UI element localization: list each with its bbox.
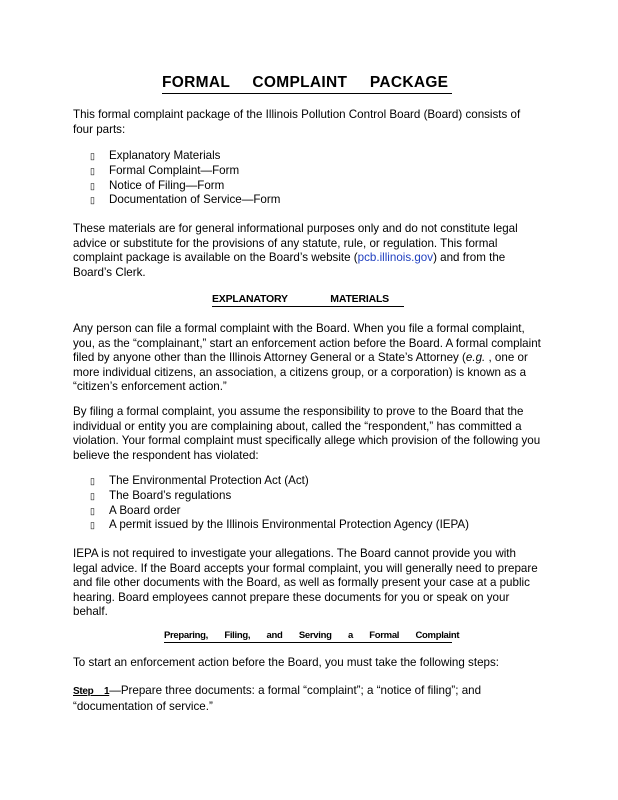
step-1-paragraph: Step 1—Prepare three documents: a formal “complaint”; a “notice of filing”; and “documentation of service.” <box>73 684 482 713</box>
list-item: ▯ The Board’s regulations <box>90 488 232 502</box>
list-item: ▯ The Environmental Protection Act (Act) <box>90 474 309 487</box>
section-heading-preparing: Preparing, Filing, and Serving a Formal Complaint <box>164 630 460 641</box>
parts-list <box>90 149 280 208</box>
bullet-icon: ▯ <box>90 505 95 516</box>
list-item: ▯ A Board order <box>90 503 181 517</box>
bullet-icon: ▯ <box>90 490 95 501</box>
materials-note-paragraph: These materials are for general informational purposes only and do not constitute legal advice or substitute for the provisions of any statute, rule, or regulation. This formal complaint package is available on the Board’s website (pcb.illinois.gov) and from the Board’s Clerk. <box>73 222 518 279</box>
bullet-icon: ▯ <box>90 195 95 206</box>
iepa-paragraph: IEPA is not required to investigate your allegations. The Board cannot provide you with legal advice. If the Board accepts your formal complaint, you will generally need to prepare and file other documents with the Board, as well as formally present your case at a public hearing. Board employees cannot prepare these documents for you or speak on your behalf. <box>73 547 538 619</box>
bullet-icon: ▯ <box>90 520 95 531</box>
page-title: FORMAL COMPLAINT PACKAGE <box>162 74 452 94</box>
list-item: ▯ Formal Complaint—Form <box>90 163 240 177</box>
intro-paragraph: This formal complaint package of the Illinois Pollution Control Board (Board) consists of four parts: <box>73 108 521 136</box>
section-heading-explanatory: EXPLANATORY MATERIALS <box>212 293 404 307</box>
website-link[interactable]: pcb.illinois.gov <box>357 251 434 265</box>
steps-intro-paragraph: To start an enforcement action before the Board, you must take the following steps: <box>73 656 499 669</box>
bullet-icon: ▯ <box>90 180 95 191</box>
list-item: ▯ Notice of Filing—Form <box>90 178 225 192</box>
bullet-icon: ▯ <box>90 151 95 161</box>
filing-paragraph: Any person can file a formal complaint with the Board. When you file a formal complaint, you, as the “complainant,” start an enforcement action before the Board. A formal complaint filed by anyone other than the Illinois Attorney General or a State’s Attorney (e.g. , one or more individual citizens, an association, a citizens group, or a corporation) is known as a “citizen’s enforcement action.” <box>73 322 541 394</box>
list-item: ▯ Explanatory Materials <box>90 149 221 162</box>
list-item: ▯ Documentation of Service—Form <box>90 193 281 207</box>
responsibility-paragraph: By filing a formal complaint, you assume the responsibility to prove to the Board that the individual or entity you are complaining about, called the “respondent,” has committed a violation. Your formal complaint must specifically allege which provision of the following you believe the respondent has violated: <box>73 405 541 462</box>
bullet-icon: ▯ <box>90 165 95 176</box>
step-1-label: Step 1 <box>73 686 110 697</box>
provisions-list <box>90 474 469 533</box>
bullet-icon: ▯ <box>90 476 95 486</box>
list-item: ▯ A permit issued by the Illinois Environmental Protection Agency (IEPA) <box>90 518 470 532</box>
